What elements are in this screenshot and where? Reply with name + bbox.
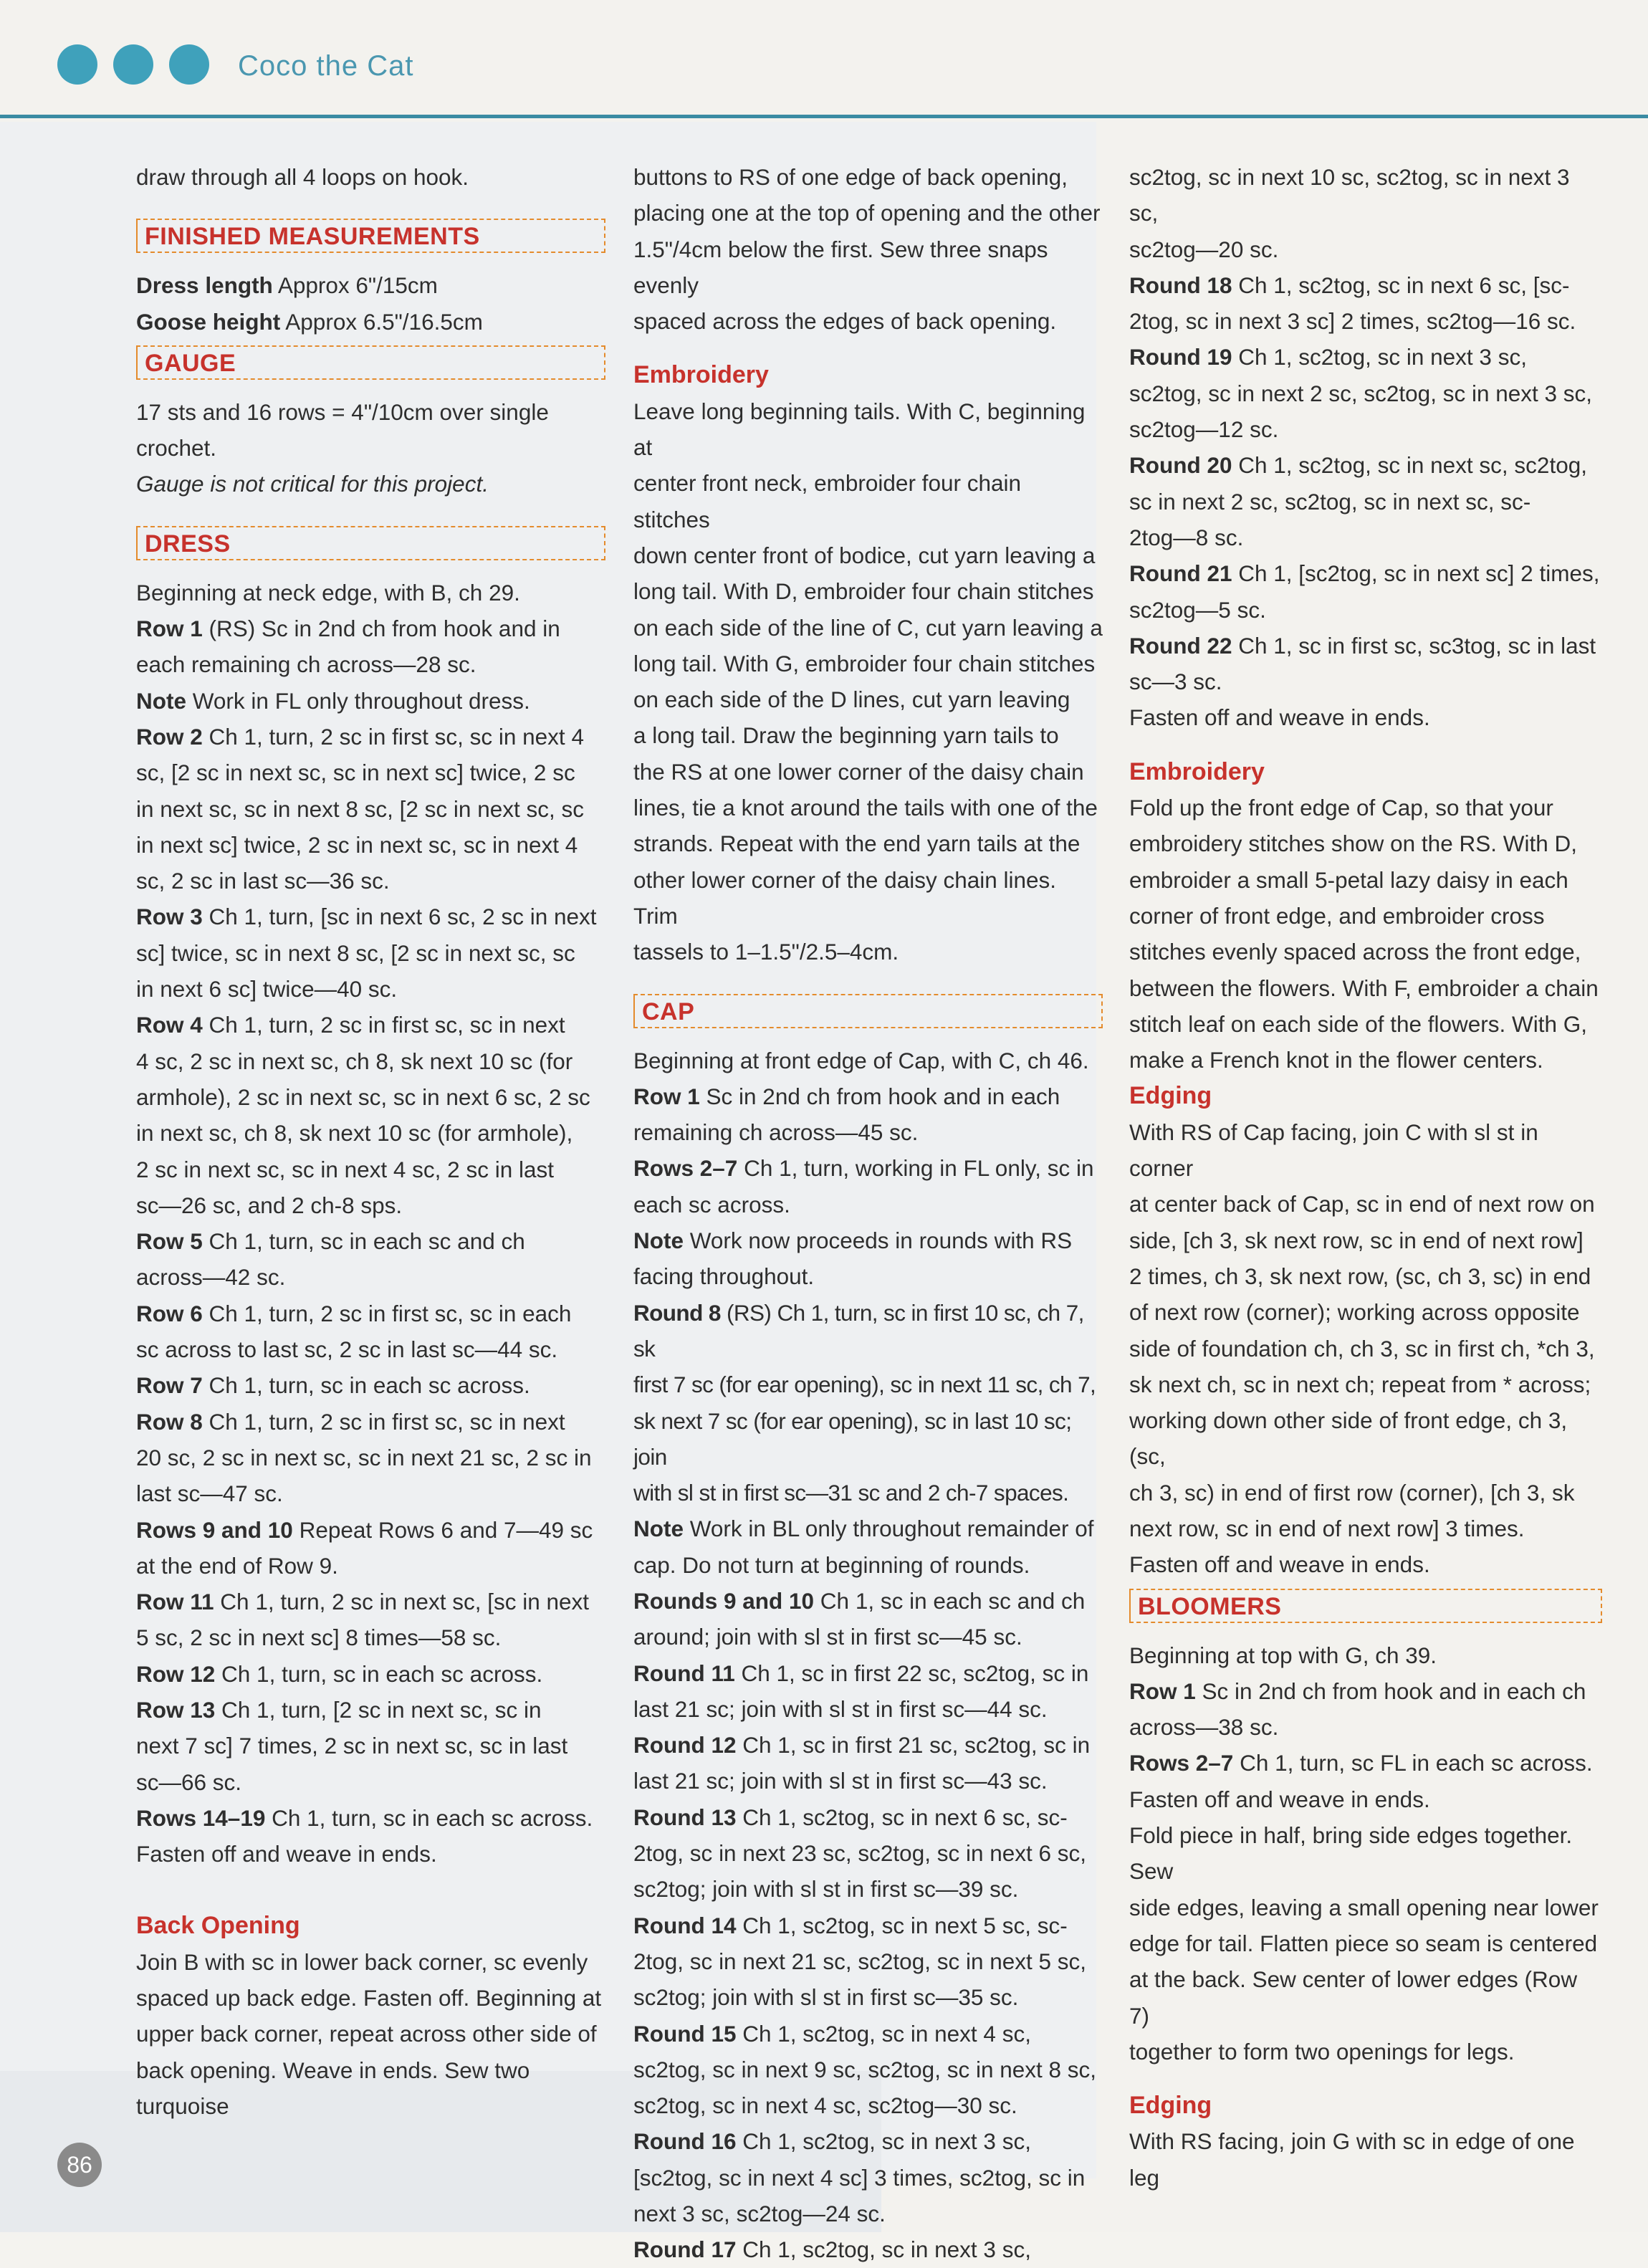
text-line: each sc across. — [633, 1191, 790, 1217]
text-line: Round 16 Ch 1, sc2tog, sc in next 3 sc, — [633, 2128, 1031, 2155]
text-line: ch 3, sc) in end of first row (corner), [ch 3, sk — [1129, 1479, 1575, 1506]
text-line: Fold up the front edge of Cap, so that your — [1129, 795, 1553, 821]
text-line: between the flowers. With F, embroider a chain — [1129, 975, 1599, 1001]
text-line: sk next ch, sc in next ch; repeat from * across; — [1129, 1371, 1591, 1397]
text-line: sc2tog, sc in next 10 sc, sc2tog, sc in next 3 sc, — [1129, 164, 1570, 226]
page-number: 86 — [57, 2143, 102, 2187]
text-line: embroider a small 5-petal lazy daisy in each — [1129, 866, 1568, 893]
text-line: With RS facing, join G with sc in edge of one leg — [1129, 2128, 1575, 2191]
text-line: sc2tog—12 sc. — [1129, 416, 1279, 443]
text-line: in next sc, ch 8, sk next 10 sc (for armhole), — [136, 1120, 573, 1147]
header-dot-icon — [169, 44, 209, 85]
text-line: Round 22 Ch 1, sc in first sc, sc3tog, sc in last — [1129, 632, 1596, 659]
text-line: Round 19 Ch 1, sc2tog, sc in next 3 sc, — [1129, 344, 1527, 370]
text-line: side of foundation ch, ch 3, sc in first ch, *ch 3, — [1129, 1335, 1595, 1362]
text-line: Rounds 9 and 10 Ch 1, sc in each sc and ch — [633, 1587, 1086, 1614]
text-line: Rows 9 and 10 Repeat Rows 6 and 7—49 sc — [136, 1516, 593, 1543]
text-line: Row 8 Ch 1, turn, 2 sc in first sc, sc in next — [136, 1408, 565, 1435]
text-line: next 3 sc, sc2tog—24 sc. — [633, 2201, 886, 2227]
text-line: Round 17 Ch 1, sc2tog, sc in next 3 sc, — [633, 2236, 1031, 2263]
text-line: Row 2 Ch 1, turn, 2 sc in first sc, sc in next 4 — [136, 723, 584, 750]
text-line: Fasten off and weave in ends. — [1129, 704, 1430, 731]
text-line: long tail. With G, embroider four chain stitches — [633, 650, 1096, 676]
text-line: Row 1 Sc in 2nd ch from hook and in each — [633, 1083, 1060, 1109]
column-2 — [633, 159, 1103, 2268]
text-line: sc2tog—5 sc. — [1129, 596, 1266, 623]
text-line: Beginning at neck edge, with B, ch 29. — [136, 579, 520, 606]
text-line: sc2tog; join with sl st in first sc—35 sc. — [633, 1984, 1019, 2011]
subheading-embroidery: Embroidery — [633, 361, 769, 389]
text-line: Note Work in BL only throughout remainder of — [633, 1516, 1094, 1542]
text-line: 2 times, ch 3, sk next row, (sc, ch 3, sc) in end — [1129, 1263, 1591, 1289]
text-line: next 7 sc] 7 times, 2 sc in next sc, sc in last — [136, 1733, 568, 1759]
text-line: last 21 sc; join with sl st in first sc—43 sc. — [633, 1768, 1048, 1794]
text-line: Round 15 Ch 1, sc2tog, sc in next 4 sc, — [633, 2020, 1031, 2047]
text-line: Row 11 Ch 1, turn, 2 sc in next sc, [sc in next — [136, 1589, 590, 1615]
text-line: strands. Repeat with the end yarn tails at the — [633, 831, 1081, 857]
text-line: sc—26 sc, and 2 ch-8 sps. — [136, 1192, 403, 1218]
page-header — [0, 0, 1648, 118]
column-1 — [136, 159, 605, 2124]
text-line: sc, 2 sc in last sc—36 sc. — [136, 868, 390, 894]
column-3 — [1129, 159, 1602, 2196]
text-line: sc—66 sc. — [136, 1769, 242, 1795]
text-line: Row 1 (RS) Sc in 2nd ch from hook and in — [136, 616, 560, 642]
section-heading-gauge: GAUGE — [136, 345, 605, 380]
text-line: Round 21 Ch 1, [sc2tog, sc in next sc] 2 times, — [1129, 560, 1600, 587]
text-line: embroidery stitches show on the RS. With D, — [1129, 831, 1577, 857]
text-line: make a French knot in the flower centers. — [1129, 1047, 1543, 1073]
text-line: center front neck, embroider four chain stitches — [633, 470, 1022, 532]
text-line: Beginning at top with G, ch 39. — [1129, 1642, 1437, 1668]
text-line: sc, [2 sc in next sc, sc in next sc] twice, 2 sc — [136, 760, 575, 786]
text-line: 2tog, sc in next 23 sc, sc2tog, sc in next 6 sc, — [633, 1840, 1087, 1867]
text-line: across—38 sc. — [1129, 1714, 1279, 1741]
text-line: Goose height Approx 6.5"/16.5cm — [136, 308, 483, 335]
text-line: Row 3 Ch 1, turn, [sc in next 6 sc, 2 sc in next — [136, 904, 597, 930]
text-line: at the end of Row 9. — [136, 1552, 338, 1579]
text-line: down center front of bodice, cut yarn leaving a — [633, 542, 1096, 568]
text-line: sc2tog, sc in next 9 sc, sc2tog, sc in next 8 sc, — [633, 2056, 1097, 2082]
text-line: remaining ch across—45 sc. — [633, 1119, 919, 1146]
text-line: Beginning at front edge of Cap, with C, ch 46. — [633, 1047, 1089, 1073]
text-line: stitch leaf on each side of the flowers. With G, — [1129, 1010, 1588, 1037]
text-line: in next sc, sc in next 8 sc, [2 sc in next sc, sc — [136, 795, 584, 822]
text-line: side, [ch 3, sk next row, sc in end of next row] — [1129, 1227, 1584, 1253]
text-line: Round 18 Ch 1, sc2tog, sc in next 6 sc, [sc- — [1129, 272, 1570, 298]
text-line: Row 12 Ch 1, turn, sc in each sc across. — [136, 1660, 543, 1687]
running-title: Coco the Cat — [238, 50, 414, 82]
text-line: next row, sc in end of next row] 3 times. — [1129, 1515, 1525, 1541]
text-line: 2tog, sc in next 3 sc] 2 times, sc2tog—16 sc. — [1129, 308, 1576, 335]
text-line: Round 8 (RS) Ch 1, turn, sc in first 10 sc, ch 7, sk — [633, 1299, 1084, 1362]
subheading-edging: Edging — [1129, 2092, 1212, 2120]
text-line: placing one at the top of opening and the other — [633, 200, 1101, 226]
text-line: cap. Do not turn at beginning of rounds. — [633, 1551, 1030, 1578]
text-line: Fasten off and weave in ends. — [1129, 1551, 1430, 1578]
text-line: Note Work now proceeds in rounds with RS — [633, 1228, 1073, 1254]
text-line: Rows 2–7 Ch 1, turn, working in FL only, sc in — [633, 1155, 1094, 1182]
text-line: together to form two openings for legs. — [1129, 2038, 1515, 2064]
text-line: Dress length Approx 6"/15cm — [136, 272, 438, 299]
text-line: working down other side of front edge, ch 3, (sc, — [1129, 1407, 1568, 1470]
text-line: Fold piece in half, bring side edges together. Sew — [1129, 1822, 1573, 1885]
text-line: first 7 sc (for ear opening), sc in next 11 sc, ch 7, — [633, 1372, 1096, 1398]
text-line: of next row (corner); working across opposite — [1129, 1299, 1580, 1326]
section-heading-dress: DRESS — [136, 526, 605, 560]
text-line: 17 sts and 16 rows = 4"/10cm over single crochet. — [136, 398, 549, 461]
text-line: With RS of Cap facing, join C with sl st in corner — [1129, 1119, 1538, 1182]
text-line: at the back. Sew center of lower edges (Row 7) — [1129, 1966, 1578, 2029]
text-line: Round 12 Ch 1, sc in first 21 sc, sc2tog, sc in — [633, 1732, 1091, 1759]
text-line: last sc—47 sc. — [136, 1480, 283, 1507]
text-line: edge for tail. Flatten piece so seam is centered — [1129, 1930, 1598, 1956]
text-line: [sc2tog, sc in next 4 sc] 3 times, sc2tog, sc in — [633, 2164, 1086, 2191]
text-line: with sl st in first sc—31 sc and 2 ch-7 spaces. — [633, 1480, 1069, 1506]
text-line: sc2tog, sc in next 4 sc, sc2tog—30 sc. — [633, 2092, 1017, 2119]
text-line: facing throughout. — [633, 1263, 815, 1290]
text-line: Row 4 Ch 1, turn, 2 sc in first sc, sc in next — [136, 1012, 565, 1038]
text-line: other lower corner of the daisy chain lines. Trim — [633, 866, 1057, 929]
text-line: back opening. Weave in ends. Sew two turquoise — [136, 2057, 530, 2119]
text-line: sc in next 2 sc, sc2tog, sc in next sc, sc- — [1129, 488, 1531, 515]
text-line: long tail. With D, embroider four chain stitches — [633, 578, 1094, 605]
text-line: 2tog, sc in next 21 sc, sc2tog, sc in next 5 sc, — [633, 1948, 1087, 1974]
text-line: sc2tog—20 sc. — [1129, 236, 1279, 262]
text-line: 1.5"/4cm below the first. Sew three snaps evenly — [633, 236, 1048, 298]
text-line: each remaining ch across—28 sc. — [136, 651, 476, 678]
subheading-edging: Edging — [1129, 1082, 1212, 1110]
text-line: Row 7 Ch 1, turn, sc in each sc across. — [136, 1372, 530, 1399]
text-line: in next 6 sc] twice—40 sc. — [136, 976, 398, 1003]
header-dot-icon — [57, 44, 97, 85]
text-line: tassels to 1–1.5"/2.5–4cm. — [633, 939, 899, 965]
text-line: upper back corner, repeat across other side of — [136, 2021, 597, 2047]
text-line: stitches evenly spaced across the front edge, — [1129, 939, 1581, 965]
text-line: sk next 7 sc (for ear opening), sc in last 10 sc; join — [633, 1407, 1072, 1470]
text-line: Note Work in FL only throughout dress. — [136, 687, 530, 714]
text-line: 20 sc, 2 sc in next sc, sc in next 21 sc, 2 sc in — [136, 1444, 592, 1470]
text-line: spaced across the edges of back opening. — [633, 308, 1057, 335]
text-line: Row 5 Ch 1, turn, sc in each sc and ch — [136, 1228, 525, 1255]
text-line: Round 11 Ch 1, sc in first 22 sc, sc2tog, sc in — [633, 1660, 1089, 1686]
text-line: sc] twice, sc in next 8 sc, [2 sc in next sc, sc — [136, 939, 575, 966]
text-line: draw through all 4 loops on hook. — [136, 164, 469, 190]
text-line: side edges, leaving a small opening near lower — [1129, 1894, 1599, 1920]
text-line: Row 6 Ch 1, turn, 2 sc in first sc, sc in each — [136, 1300, 572, 1326]
text-line: Round 20 Ch 1, sc2tog, sc in next sc, sc2tog, — [1129, 452, 1587, 479]
subheading-embroidery: Embroidery — [1129, 757, 1265, 785]
text-line: across—42 sc. — [136, 1264, 286, 1291]
text-line: corner of front edge, and embroider cross — [1129, 902, 1545, 929]
section-heading-bloomers: BLOOMERS — [1129, 1589, 1602, 1623]
text-line: at center back of Cap, sc in end of next row on — [1129, 1191, 1595, 1217]
text-line: the RS at one lower corner of the daisy chain — [633, 758, 1084, 785]
text-line: 2 sc in next sc, sc in next 4 sc, 2 sc in last — [136, 1156, 554, 1182]
text-line: Round 13 Ch 1, sc2tog, sc in next 6 sc, sc- — [633, 1804, 1068, 1830]
header-dot-icon — [113, 44, 153, 85]
text-line: 5 sc, 2 sc in next sc] 8 times—58 sc. — [136, 1625, 502, 1651]
section-heading-cap: CAP — [633, 994, 1103, 1028]
text-line: Rows 2–7 Ch 1, turn, sc FL in each sc across. — [1129, 1750, 1593, 1776]
text-line: 2tog—8 sc. — [1129, 524, 1244, 550]
text-line: in next sc] twice, 2 sc in next sc, sc in next 4 — [136, 831, 578, 858]
text-line: Row 13 Ch 1, turn, [2 sc in next sc, sc in — [136, 1696, 542, 1723]
text-line: around; join with sl st in first sc—45 sc. — [633, 1624, 1022, 1650]
text-line: lines, tie a knot around the tails with one of the — [633, 795, 1098, 821]
text-line: Leave long beginning tails. With C, beginning at — [633, 398, 1086, 461]
text-line: Round 14 Ch 1, sc2tog, sc in next 5 sc, sc- — [633, 1912, 1068, 1938]
text-line: on each side of the D lines, cut yarn leaving — [633, 686, 1070, 713]
text-line: sc—3 sc. — [1129, 669, 1222, 695]
text-line: Fasten off and weave in ends. — [1129, 1786, 1430, 1812]
text-line: spaced up back edge. Fasten off. Beginning at — [136, 1985, 602, 2011]
section-heading-finished-measurements: FINISHED MEASUREMENTS — [136, 219, 605, 253]
text-line: 4 sc, 2 sc in next sc, ch 8, sk next 10 sc (for — [136, 1048, 573, 1074]
text-line: buttons to RS of one edge of back opening, — [633, 164, 1068, 190]
text-line: Rows 14–19 Ch 1, turn, sc in each sc across. — [136, 1804, 593, 1831]
text-line: on each side of the line of C, cut yarn leaving a — [633, 614, 1103, 641]
text-line: Join B with sc in lower back corner, sc evenly — [136, 1948, 588, 1975]
text-line: sc across to last sc, 2 sc in last sc—44 sc. — [136, 1336, 558, 1363]
header-rule — [0, 115, 1648, 118]
text-line: Gauge is not critical for this project. — [136, 471, 489, 497]
text-line: Fasten off and weave in ends. — [136, 1841, 437, 1867]
subheading-back-opening: Back Opening — [136, 1912, 300, 1940]
text-line: a long tail. Draw the beginning yarn tails to — [633, 722, 1059, 749]
text-line: Row 1 Sc in 2nd ch from hook and in each ch — [1129, 1678, 1586, 1704]
text-line: last 21 sc; join with sl st in first sc—44 sc. — [633, 1695, 1048, 1722]
text-line: sc2tog; join with sl st in first sc—39 sc. — [633, 1876, 1019, 1903]
text-line: armhole), 2 sc in next sc, sc in next 6 sc, 2 sc — [136, 1083, 590, 1110]
text-line: sc2tog, sc in next 2 sc, sc2tog, sc in next 3 sc, — [1129, 380, 1593, 406]
